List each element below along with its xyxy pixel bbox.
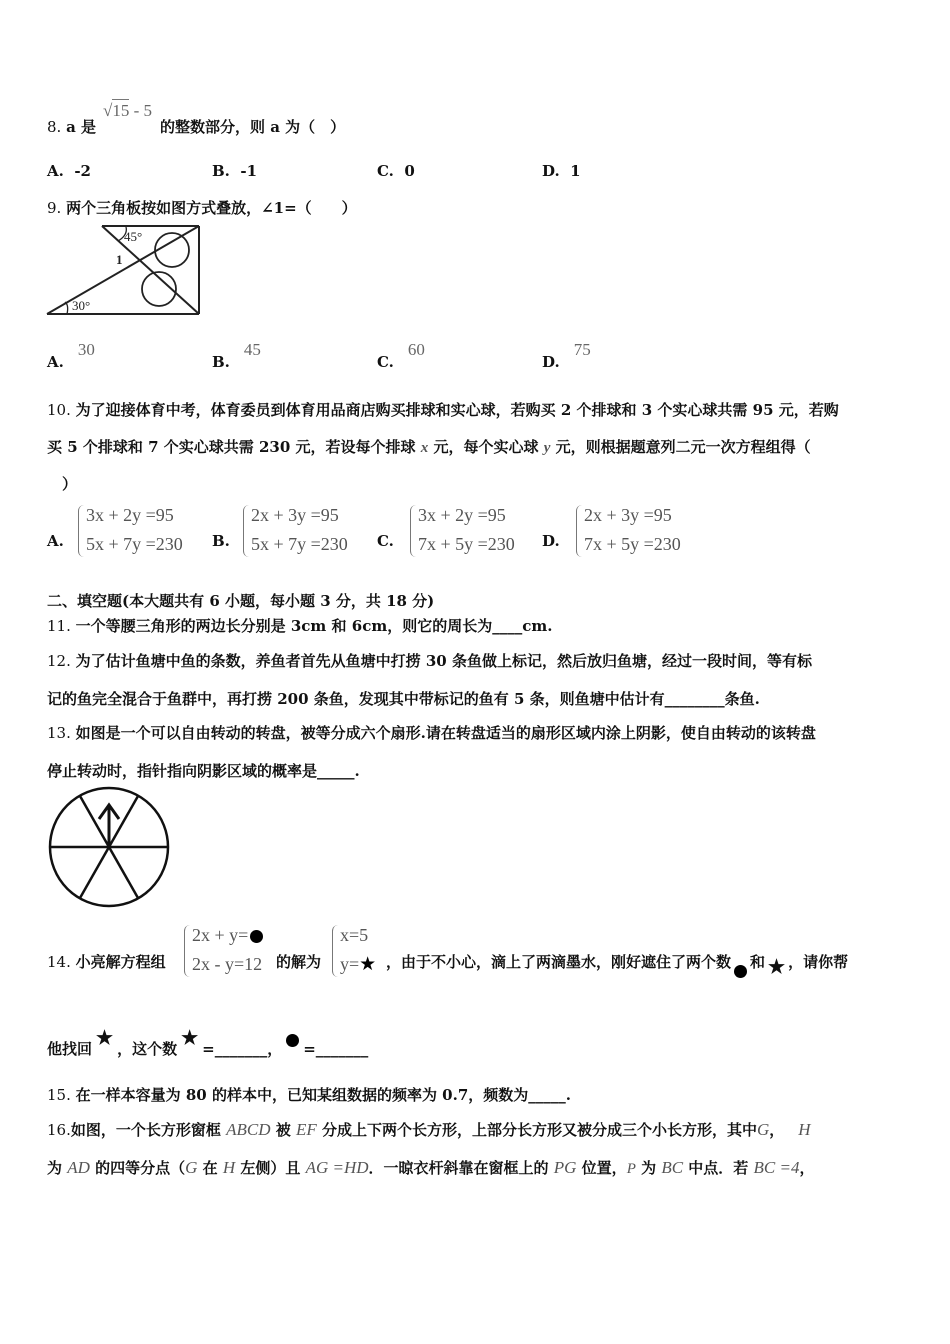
q8-text-post: 的整数部分，则 a 为（ ）: [160, 118, 346, 136]
q9-option-c[interactable]: C.60: [377, 340, 425, 371]
ink-star-icon: ★: [96, 1027, 114, 1049]
q13-line-2: 停止转动时，指针指向阴影区域的概率是_____.: [47, 762, 360, 780]
q14-sol1: x=5: [340, 925, 369, 945]
q10-line-1: 10. 为了迎接体育中考，体育委员到体育用品商店购买排球和实心球，若购买 2 个排球和 3 个实心球共需 95 元，若购: [47, 401, 839, 419]
q15: 15. 在一样本容量为 80 的样本中，已知某组数据的频率为 0.7，频数为_____.: [47, 1086, 572, 1104]
q14-text-mid: 的解为: [276, 953, 322, 971]
angle-1-label: 1: [116, 252, 123, 267]
q9-stem: 9. 两个三角板按如图方式叠放，∠1=（ ）: [47, 199, 357, 217]
q10-line-3: ）: [62, 475, 78, 493]
ink-dot-icon: [286, 1034, 299, 1047]
q8-option-d[interactable]: D. 1: [542, 162, 581, 180]
q10-line-2: 买 5 个排球和 7 个实心球共需 230 元，若设每个排球 x 元，每个实心球 y 元，则根据题意列二元一次方程组得（: [47, 438, 811, 456]
ink-star-icon: ★: [768, 956, 786, 978]
ink-star-icon: ★: [359, 954, 377, 975]
q14-sol2: y=★: [340, 954, 377, 975]
ink-dot-icon: [734, 965, 747, 978]
q9-option-b[interactable]: B.45: [212, 340, 261, 371]
q8-sqrt-expression: [103, 101, 152, 121]
q8-text-pre: a 是: [66, 118, 97, 136]
q13-line-1: 13. 如图是一个可以自由转动的转盘，被等分成六个扇形.请在转盘适当的扇形区域内涂上阴影，使自由转动的该转盘: [47, 724, 816, 742]
q14-eq1: 2x + y=: [192, 925, 263, 946]
q11: 11. 一个等腰三角形的两边长分别是 3cm 和 6cm，则它的周长为____cm.: [47, 617, 553, 635]
spinner-figure: [46, 786, 174, 908]
section-2-heading: 二、填空题(本大题共有 6 小题，每小题 3 分，共 18 分): [47, 592, 435, 610]
q8-option-c[interactable]: C. 0: [377, 162, 415, 180]
q16-line-2: 为 AD 的四等分点（G 在 H 左侧）且 AG =HD．一晾衣杆斜靠在窗框上的 PG 位置，P 为 BC 中点．若 BC =4，: [47, 1158, 815, 1177]
angle-30-label: 30°: [72, 298, 91, 313]
triangle-rulers-figure: [44, 222, 204, 320]
q8-stem: [47, 116, 96, 137]
q14-text-post: ，由于不小心，滴上了两滴墨水，刚好遮住了两个数 和 ★ ，请你帮: [386, 953, 849, 978]
q14-line-2: 他找回 ★ ，这个数 ★ =_______， =_______: [47, 1027, 369, 1058]
q12-line-1: 12. 为了估计鱼塘中鱼的条数，养鱼者首先从鱼塘中打捞 30 条鱼做上标记，然后放归鱼塘，经过一段时间，等有标: [47, 652, 812, 670]
q8-option-b[interactable]: B. -1: [212, 162, 258, 180]
question-number: 8.: [47, 118, 62, 136]
q9-option-d[interactable]: D.75: [542, 340, 591, 371]
pointer-arrow-icon: [99, 805, 119, 847]
q16-line-1: 16.如图，一个长方形窗框 ABCD 被 EF 分成上下两个长方形，上部分长方形又被分成三个小长方形，其中G， H: [47, 1120, 811, 1139]
q8-radicand: 15: [112, 101, 130, 120]
ink-star-icon: ★: [181, 1027, 199, 1049]
q8-option-a[interactable]: A. -2: [47, 162, 91, 180]
angle-45-label: 45°: [124, 229, 143, 244]
q9-option-a[interactable]: A.30: [47, 340, 95, 371]
q14-eq2: 2x - y=12: [192, 954, 263, 974]
q8-minus-five: - 5: [133, 101, 153, 120]
ink-dot-icon: [250, 930, 263, 943]
q14-stem-pre: 14. 小亮解方程组: [47, 953, 166, 971]
sqrt-icon: √: [103, 101, 113, 120]
q12-line-2: 记的鱼完全混合于鱼群中，再打捞 200 条鱼，发现其中带标记的鱼有 5 条，则鱼塘中估计有________条鱼.: [47, 690, 760, 708]
